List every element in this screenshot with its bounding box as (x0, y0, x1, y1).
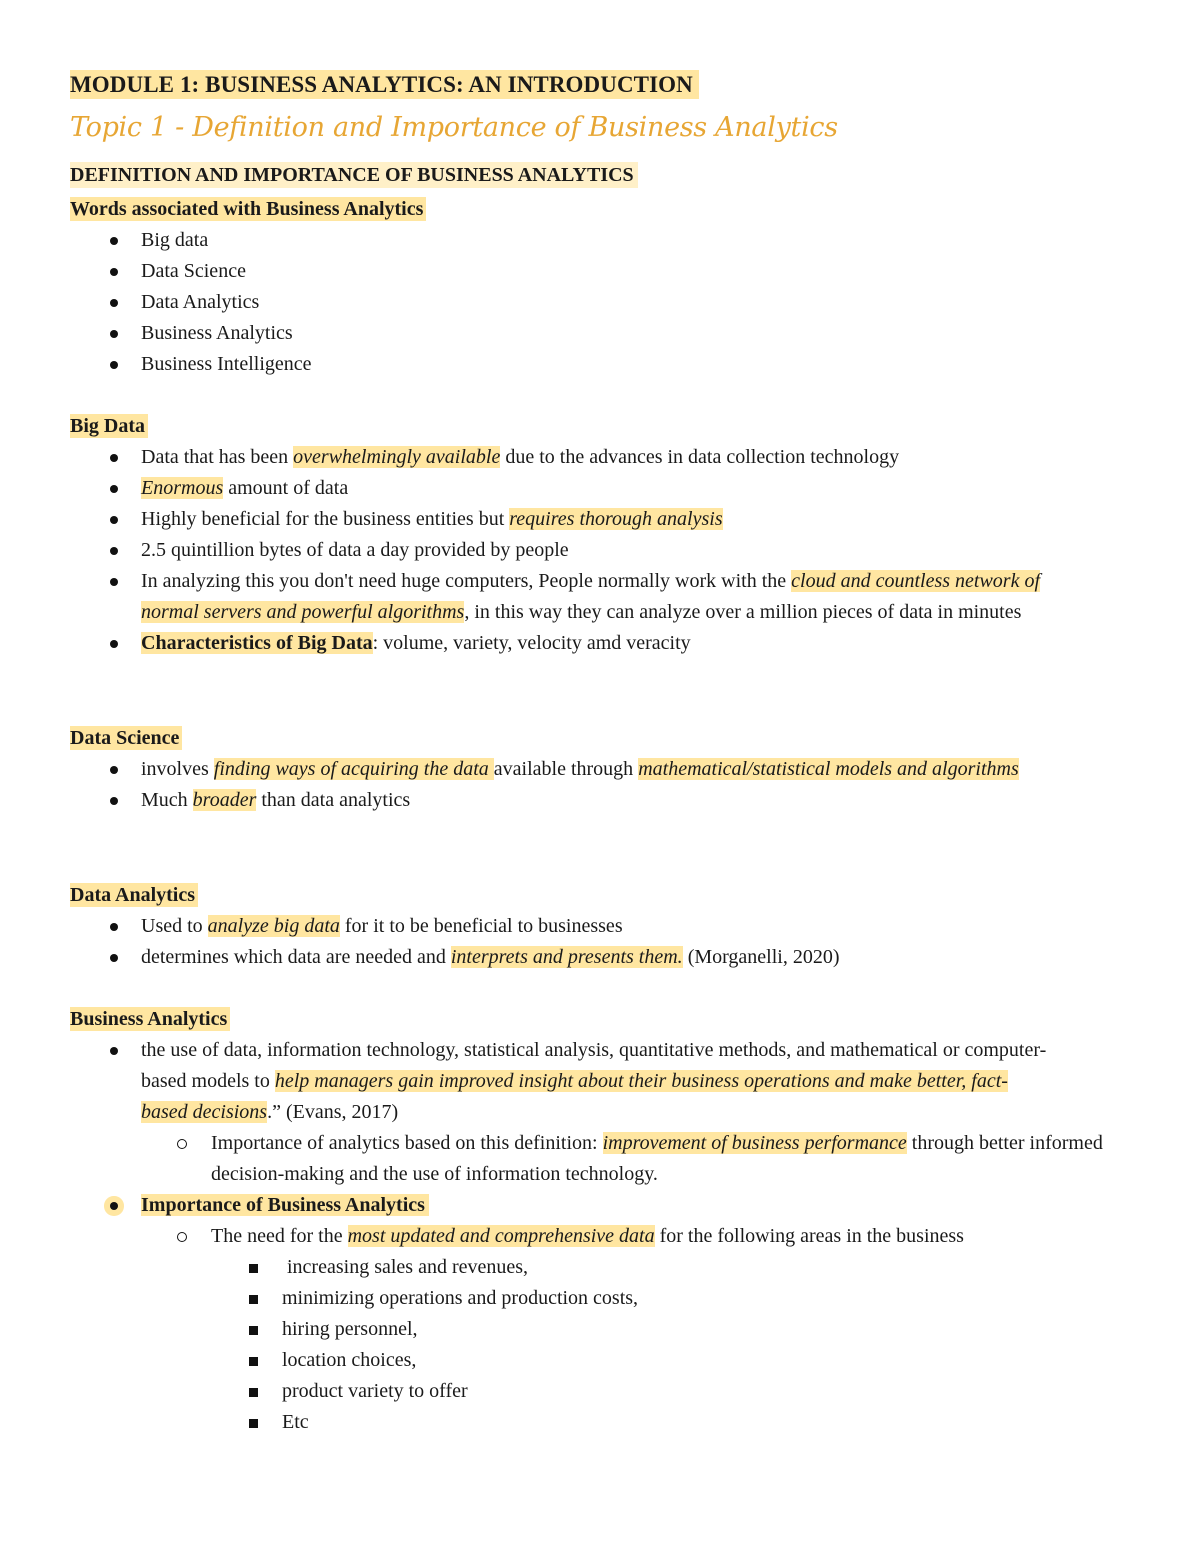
list-item: determines which data are needed and interprets and presents them. (Morganelli, 2020) (70, 942, 1050, 973)
list-item: Importance of Business Analytics (70, 1190, 1050, 1221)
words-list (70, 225, 426, 380)
list-item: Used to analyze big data for it to be beneficial to businesses (70, 911, 1050, 942)
business-analytics-heading: Business Analytics (70, 1004, 1110, 1035)
importance-list (70, 1190, 1050, 1221)
business-analytics-list (70, 1035, 1050, 1128)
list-item: the use of data, information technology, statistical analysis, quantitative methods, and mathematical or computer-based models to help managers gain improved insight about their business operations and make better, fact-based decisions.” (Evans, 2017) (70, 1035, 1050, 1128)
areas-list (70, 1252, 1110, 1438)
list-item: The need for the most updated and comprehensive data for the following areas in the business (70, 1221, 1110, 1252)
list-item: Business Analytics (70, 318, 426, 349)
list-item: Business Intelligence (70, 349, 426, 380)
data-science-list (70, 754, 1050, 816)
topic-title: Topic 1 - Definition and Importance of Business Analytics (70, 112, 838, 143)
section-heading: DEFINITION AND IMPORTANCE OF BUSINESS ANALYTICS (70, 164, 638, 187)
list-item: 2.5 quintillion bytes of data a day provided by people (70, 535, 1050, 566)
words-heading: Words associated with Business Analytics (70, 194, 426, 225)
list-item: Data Science (70, 256, 426, 287)
list-item: location choices, (70, 1345, 1110, 1376)
list-item: involves finding ways of acquiring the data available through mathematical/statistical models and algorithms (70, 754, 1050, 785)
list-item: Enormous amount of data (70, 473, 1050, 504)
words-section (70, 194, 426, 380)
list-item: Highly beneficial for the business entities but requires thorough analysis (70, 504, 1050, 535)
data-science-heading: Data Science (70, 723, 1050, 754)
importance-sublist (70, 1221, 1110, 1252)
list-item: In analyzing this you don't need huge computers, People normally work with the cloud and countless network of normal servers and powerful algorithms, in this way they can analyze over a million pieces of data in minutes (70, 566, 1050, 628)
list-item: increasing sales and revenues, (70, 1252, 1110, 1283)
list-item: Much broader than data analytics (70, 785, 1050, 816)
module-title: MODULE 1: BUSINESS ANALYTICS: AN INTRODUCTION (70, 72, 699, 98)
list-item: Data that has been overwhelmingly available due to the advances in data collection technology (70, 442, 1050, 473)
business-analytics-sublist (70, 1128, 1110, 1190)
list-item: hiring personnel, (70, 1314, 1110, 1345)
big-data-list (70, 442, 1050, 659)
list-item: Etc (70, 1407, 1110, 1438)
data-analytics-section (70, 880, 1050, 973)
data-science-section (70, 723, 1050, 816)
big-data-section (70, 411, 1050, 659)
business-analytics-section (70, 1004, 1110, 1438)
list-item: Characteristics of Big Data: volume, variety, velocity amd veracity (70, 628, 1050, 659)
data-analytics-heading: Data Analytics (70, 880, 1050, 911)
list-item: minimizing operations and production costs, (70, 1283, 1110, 1314)
data-analytics-list (70, 911, 1050, 973)
list-item: Data Analytics (70, 287, 426, 318)
list-item: product variety to offer (70, 1376, 1110, 1407)
list-item: Big data (70, 225, 426, 256)
list-item: Importance of analytics based on this definition: improvement of business performance through better informed decision-making and the use of information technology. (70, 1128, 1110, 1190)
big-data-heading: Big Data (70, 411, 1050, 442)
